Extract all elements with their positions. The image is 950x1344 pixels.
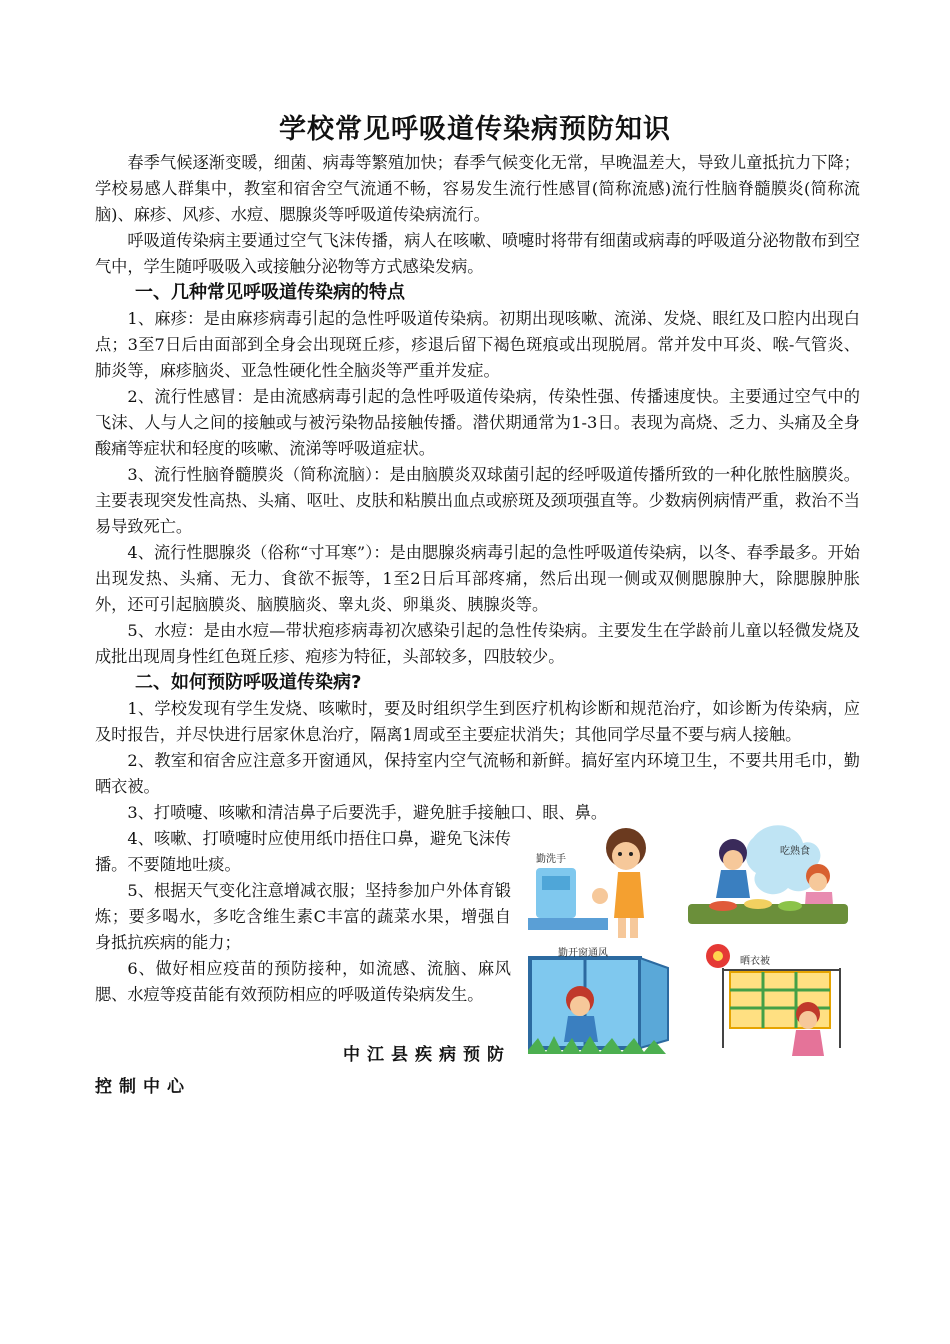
signature-line-1: 中江县疾病预防 bbox=[343, 1045, 511, 1065]
eat-cooked-illustration bbox=[688, 825, 848, 924]
disease-item-measles: 1、麻疹：是由麻疹病毒引起的急性呼吸道传染病。初期出现咳嗽、流涕、发烧、眼红及口腔内出现白点；3至7日后由面部到全身会出现斑丘疹，疹退后留下褐色斑痕或出现脱屑。常并发中耳炎、喉-气管炎、肺炎等，麻疹脑炎、亚急性硬化性全脑炎等严重并发症。 bbox=[95, 309, 860, 380]
prevention-item: 1、学校发现有学生发烧、咳嗽时，要及时组织学生到医疗机构诊断和规范治疗，如诊断为传染病，应及时报告，并尽快进行居家休息治疗，隔离1周或至主要症状消失；其他同学尽量不要与病人接触。 bbox=[95, 699, 860, 744]
section-heading-characteristics: 一、几种常见呼吸道传染病的特点 bbox=[135, 282, 405, 303]
open-window-caption: 勤开窗通风 bbox=[558, 948, 608, 959]
intro-paragraph: 呼吸道传染病主要通过空气飞沫传播，病人在咳嗽、喷嚏时将带有细菌或病毒的呼吸道分泌物散布到空气中，学生随呼吸吸入或接触分泌物等方式感染发病。 bbox=[95, 231, 860, 276]
disease-item-mumps: 4、流行性腮腺炎（俗称“寸耳寒”）：是由腮腺炎病毒引起的急性呼吸道传染病，以冬、春季最多。开始出现发热、头痛、无力、食欲不振等，1至2日后耳部疼痛，然后出现一侧或双侧腮腺肿大，除腮腺肿胀外，还可引起脑膜炎、脑膜脑炎、睾丸炎、卵巢炎、胰腺炎等。 bbox=[95, 543, 860, 614]
page-title: 学校常见呼吸道传染病预防知识 bbox=[279, 114, 671, 145]
disease-item-chickenpox: 5、水痘：是由水痘—带状疱疹病毒初次感染引起的急性传染病。主要发生在学龄前儿童以轻微发烧及成批出现周身性红色斑丘疹、疱疹为特征，头部较多，四肢较少。 bbox=[95, 621, 860, 666]
prevention-item: 6、做好相应疫苗的预防接种，如流感、流脑、麻风腮、水痘等疫苗能有效预防相应的呼吸道传染病发生。 bbox=[95, 959, 511, 1004]
prevention-item: 4、咳嗽、打喷嚏时应使用纸巾捂住口鼻，避免飞沫传播。不要随地吐痰。 bbox=[95, 829, 511, 874]
section-heading-prevention: 二、如何预防呼吸道传染病? bbox=[135, 672, 362, 693]
eat-cooked-caption: 吃熟食 bbox=[780, 846, 810, 857]
disease-item-meningitis: 3、流行性脑脊髓膜炎（简称流脑）：是由脑膜炎双球菌引起的经呼吸道传播所致的一种化脓性脑膜炎。主要表现突发性高热、头痛、呕吐、皮肤和粘膜出血点或瘀斑及颈项强直等。少数病例病情严重，救治不当易导致死亡。 bbox=[95, 465, 860, 536]
signature-line-2: 控制中心 bbox=[95, 1077, 191, 1097]
intro-paragraph: 春季气候逐渐变暖，细菌、病毒等繁殖加快；春季气候变化无常，早晚温差大，导致儿童抵抗力下降；学校易感人群集中，教室和宿舍空气流通不畅，容易发生流行性感冒(简称流感)流行性脑脊髓膜炎(简称流脑)、麻疹、风疹、水痘、腮腺炎等呼吸道传染病流行。 bbox=[95, 153, 860, 224]
prevention-item: 3、打喷嚏、咳嗽和清洁鼻子后要洗手，避免脏手接触口、眼、鼻。 bbox=[127, 803, 608, 822]
prevention-illustrations bbox=[518, 818, 858, 1068]
wash-hands-illustration bbox=[528, 828, 646, 938]
sun-bedding-caption: 晒衣被 bbox=[740, 956, 770, 967]
prevention-item: 2、教室和宿舍应注意多开窗通风，保持室内空气流畅和新鲜。搞好室内环境卫生，不要共用毛巾，勤晒衣被。 bbox=[95, 751, 860, 796]
disease-item-influenza: 2、流行性感冒：是由流感病毒引起的急性呼吸道传染病，传染性强、传播速度快。主要通过空气中的飞沫、人与人之间的接触或与被污染物品接触传播。潜伏期通常为1-3日。表现为高烧、乏力、头痛及全身酸痛等症状和轻度的咳嗽、流涕等呼吸道症状。 bbox=[95, 387, 860, 458]
prevention-item: 5、根据天气变化注意增减衣服；坚持参加户外体育锻炼；要多喝水，多吃含维生素C丰富的蔬菜水果，增强自身抵抗疾病的能力； bbox=[95, 881, 511, 952]
open-window-illustration bbox=[528, 946, 668, 1054]
sun-bedding-illustration bbox=[706, 944, 840, 1056]
wash-hands-caption: 勤洗手 bbox=[536, 854, 566, 865]
